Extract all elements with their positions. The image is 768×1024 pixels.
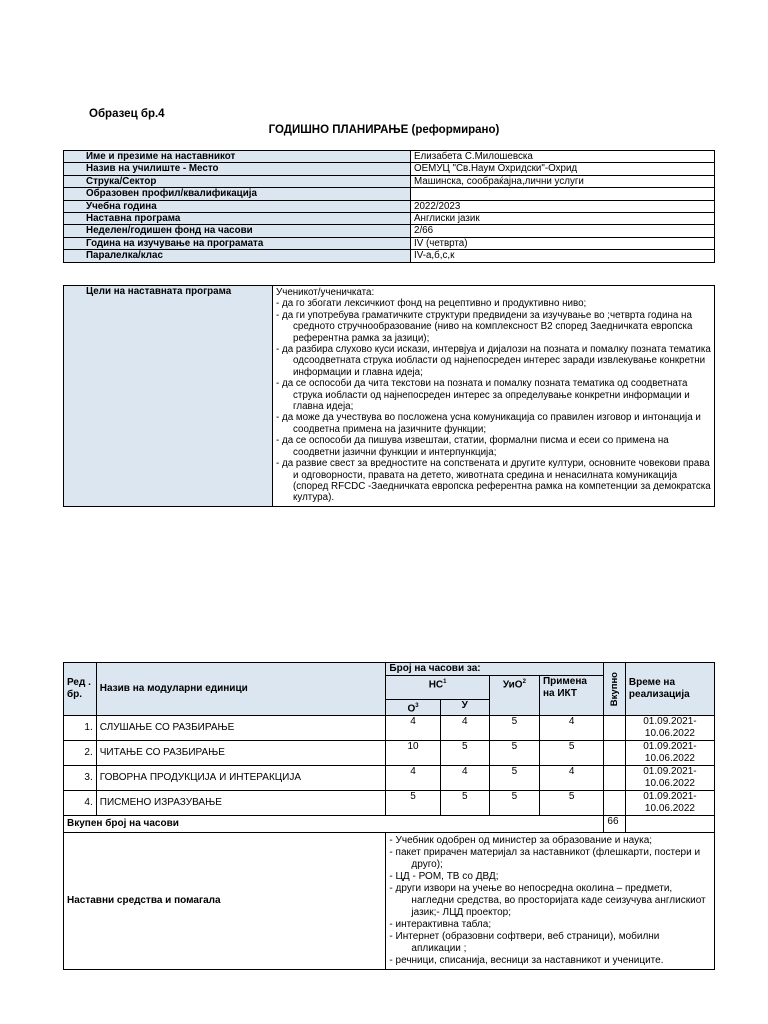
info-row	[64, 213, 715, 225]
module-time	[625, 741, 714, 766]
module-row	[64, 716, 715, 741]
teacher-info-table	[63, 150, 715, 263]
resource-item: - Учебник одобрен од министер за образование и наука;	[389, 835, 653, 846]
total-hours-value: 66	[604, 816, 625, 833]
total-hours-label: Вкупен број на часови	[64, 816, 604, 833]
header-uio: УиО$^2$	[489, 676, 539, 716]
module-time-start: 01.09.2021-	[643, 766, 697, 777]
resource-item: - речници, списанија, весници за наставникот и учениците.	[389, 955, 664, 966]
info-value: IV (четврта)	[411, 237, 715, 249]
module-hours-ikt: 5	[539, 791, 603, 816]
module-hours-u: 4	[440, 716, 489, 741]
module-total	[604, 716, 625, 741]
module-time-end: 10.06.2022	[644, 753, 695, 764]
goals-label: Цели на наставната програма	[64, 286, 273, 507]
module-name: ЧИТАЊЕ СО РАЗБИРАЊЕ	[96, 741, 386, 766]
info-value: Англиски јазик	[411, 213, 715, 225]
header-num: Ред . бр.	[64, 663, 97, 716]
module-hours-ikt: 5	[539, 741, 603, 766]
header-name: Назив на модуларни единици	[96, 663, 386, 716]
module-time-start: 01.09.2021-	[643, 791, 697, 802]
info-key: Име и презиме на наставникот	[64, 151, 411, 163]
module-hours-uio: 5	[489, 741, 539, 766]
module-time-start: 01.09.2021-	[643, 741, 697, 752]
module-hours-o: 4	[386, 716, 440, 741]
module-hours-o: 4	[386, 766, 440, 791]
resource-item: - Интернет (образовни софтвери, веб страници), мобилни апликации ;	[389, 931, 660, 954]
goal-item: - да може да учествува во посложена усна комуникација со правилен изговор и интонација и соодветна примена на јазичните функции;	[276, 412, 701, 435]
module-time	[625, 791, 714, 816]
info-row	[64, 163, 715, 175]
module-hours-ikt: 4	[539, 716, 603, 741]
resource-item: - пакет прирачен материјал за наставникот (флешкарти, постери и друго);	[389, 847, 701, 870]
info-key: Назив на училиште - Место	[64, 163, 411, 175]
module-hours-u: 5	[440, 791, 489, 816]
module-row	[64, 741, 715, 766]
module-num: 2.	[64, 741, 97, 766]
module-num: 3.	[64, 766, 97, 791]
info-key: Учебна година	[64, 200, 411, 212]
resource-item: - ЦД - РОМ, ТВ со ДВД;	[389, 871, 499, 882]
module-hours-uio: 5	[489, 716, 539, 741]
resource-item: - интерактивна табла;	[389, 919, 492, 930]
info-key: Паралелка/клас	[64, 250, 411, 262]
module-name: ПИСМЕНО ИЗРАЗУВАЊЕ	[96, 791, 386, 816]
info-row	[64, 188, 715, 200]
info-row	[64, 237, 715, 249]
header-hours: Број на часови за:	[386, 663, 604, 676]
info-key: Наставна програма	[64, 213, 411, 225]
module-hours-uio: 5	[489, 791, 539, 816]
module-time-end: 10.06.2022	[644, 728, 695, 739]
module-total	[604, 791, 625, 816]
info-value: 2/66	[411, 225, 715, 237]
header-ikt: Примена на ИКТ	[539, 676, 603, 716]
module-num: 4.	[64, 791, 97, 816]
info-key: Образовен профил/квалификација	[64, 188, 411, 200]
info-value: ОЕМУЦ "Св.Наум Охридски"-Охрид	[411, 163, 715, 175]
header-ns: $НС^1$	[386, 676, 489, 700]
module-hours-o: 10	[386, 741, 440, 766]
info-value: IV-а,б,с,к	[411, 250, 715, 262]
info-value: Елизабета С.Милошевска	[411, 151, 715, 163]
info-value: Машинска, сообраќајна,лични услуги	[411, 175, 715, 187]
module-hours-u: 4	[440, 766, 489, 791]
goal-item: - да се оспособи да чита текстови на позната и помалку позната тематика од соодветната струка иобласти од најнепосреден интерес за определување конкретни информации и главна идеја;	[276, 378, 690, 413]
info-key: Неделен/годишен фонд на часови	[64, 225, 411, 237]
goal-item: - да ги употребува граматичките структури предвидени за изучување во ;четврта година на средното стручнообразование (ниво на комплексност B2 според Заедничката европска референтна рамка за јазици);	[276, 309, 693, 344]
module-time	[625, 766, 714, 791]
program-goals-table	[63, 285, 715, 507]
module-name: ГОВОРНА ПРОДУКЦИЈА И ИНТЕРАКЦИЈА	[96, 766, 386, 791]
module-hours-ikt: 4	[539, 766, 603, 791]
module-name: СЛУШАЊЕ СО РАЗБИРАЊЕ	[96, 716, 386, 741]
header-time: Време на реализација	[625, 663, 714, 716]
info-row	[64, 200, 715, 212]
module-row	[64, 766, 715, 791]
goal-item: - да развие свест за вредностите на сопствената и другите култури, основните човекови права и одговорности, правата на детето, животната средина и ненасилната комуникација (според RFCDC -Заедничката европска референтна рамка на компетенции за демократска култура).	[276, 458, 711, 504]
resources-content	[386, 833, 715, 970]
goals-content	[273, 286, 715, 507]
module-time	[625, 716, 714, 741]
info-row	[64, 225, 715, 237]
module-total	[604, 766, 625, 791]
info-row	[64, 151, 715, 163]
goal-item: - да се оспособи да пишува извештаи, статии, формални писма и есеи со примена на соодветни јазични функции и интерпункција;	[276, 435, 669, 458]
module-time-start: 01.09.2021-	[643, 716, 697, 727]
form-number: Образец бр.4	[89, 108, 165, 120]
resource-item: - други извори на учење во непосредна околина – предмети, нагледни средства, во просторијата каде сеизучува англискиот јазик;- ЛЦД проектор;	[389, 883, 706, 918]
module-total	[604, 741, 625, 766]
module-time-end: 10.06.2022	[644, 803, 695, 814]
module-time-end: 10.06.2022	[644, 778, 695, 789]
module-hours-o: 5	[386, 791, 440, 816]
goals-intro: Ученикот/ученичката:	[276, 287, 375, 298]
header-total: Вкупно	[604, 663, 625, 716]
module-hours-u: 5	[440, 741, 489, 766]
page-title: ГОДИШНО ПЛАНИРАЊЕ (реформирано)	[268, 124, 500, 136]
header-o: $О^3$	[386, 699, 440, 715]
header-u: У	[440, 699, 489, 715]
info-value	[411, 188, 715, 200]
info-key: Година на изучување на програмата	[64, 237, 411, 249]
info-row	[64, 250, 715, 262]
goal-item: - да го збогати лексичкиот фонд на рецептивно и продуктивно ниво;	[276, 298, 587, 310]
module-num: 1.	[64, 716, 97, 741]
info-row	[64, 175, 715, 187]
info-key: Струка/Сектор	[64, 175, 411, 187]
modules-table	[63, 662, 715, 970]
goal-item: - да разбира слухово куси искази, интервјуа и дијалози на позната и помалку позната тематика одсоодветната струка иобласти од најнепосреден интерес заради извлекување конкретни информации и главна идеја;	[276, 344, 711, 378]
module-hours-uio: 5	[489, 766, 539, 791]
resources-label: Наставни средства и помагала	[64, 833, 386, 970]
module-row	[64, 791, 715, 816]
info-value: 2022/2023	[411, 200, 715, 212]
